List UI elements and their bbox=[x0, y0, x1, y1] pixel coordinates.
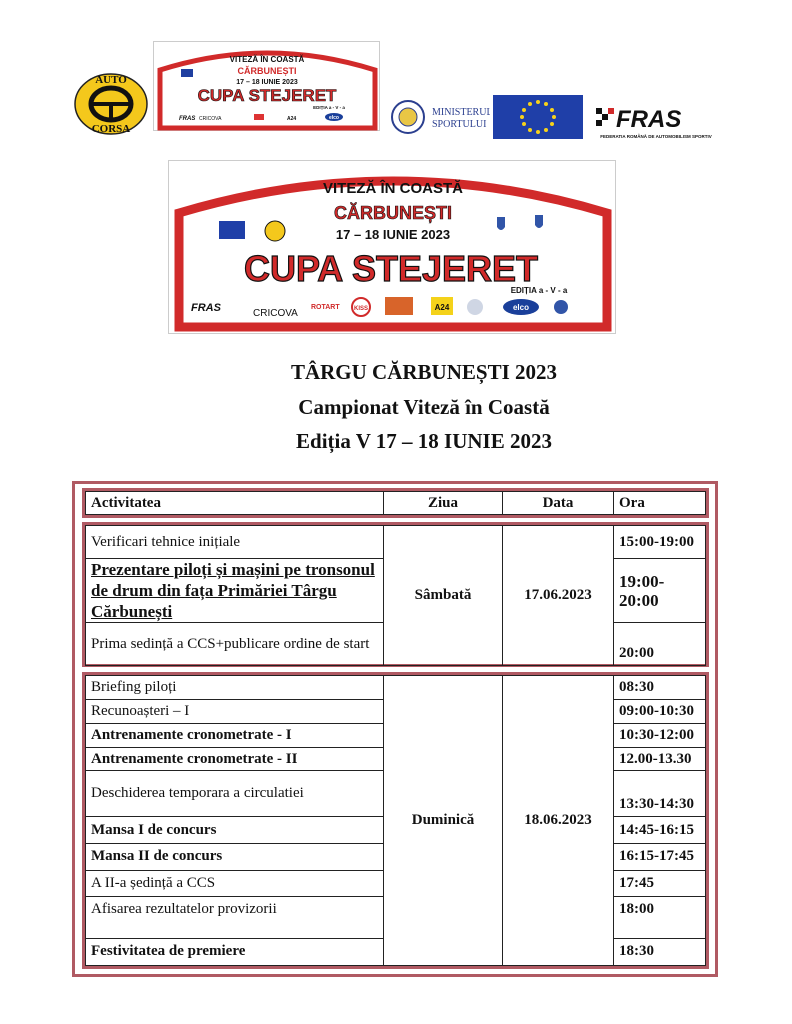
svg-text:SPORTULUI: SPORTULUI bbox=[432, 119, 487, 130]
table-row-time: 09:00-10:30 bbox=[614, 700, 706, 724]
saturday-date: 17.06.2023 bbox=[503, 526, 614, 666]
fras-logo bbox=[594, 100, 718, 144]
event-banner-large bbox=[168, 160, 616, 334]
svg-text:MINISTERUL: MINISTERUL bbox=[432, 107, 490, 118]
table-row-activity: Recunoașteri – I bbox=[86, 700, 384, 724]
table-row-time: 20:00 bbox=[614, 623, 706, 666]
table-row-activity: Mansa II de concurs bbox=[86, 843, 384, 870]
table-row-time: 18:00 bbox=[614, 896, 706, 938]
edition-dates: Ediția V 17 – 18 IUNIE 2023 bbox=[296, 429, 552, 453]
svg-text:CĂRBUNEȘTI: CĂRBUNEȘTI bbox=[237, 66, 297, 76]
table-row-time: 14:45-16:15 bbox=[614, 817, 706, 843]
schedule-header bbox=[82, 488, 709, 518]
svg-text:VITEZĂ ÎN COASTĂ: VITEZĂ ÎN COASTĂ bbox=[322, 180, 464, 197]
table-row-time: 19:00-20:00 bbox=[614, 559, 706, 623]
table-row-time: 12.00-13.30 bbox=[614, 748, 706, 771]
table-row-time: 10:30-12:00 bbox=[614, 724, 706, 748]
col-date-header: Data bbox=[503, 492, 614, 515]
svg-text:EDIȚIA a - V - a: EDIȚIA a - V - a bbox=[313, 105, 345, 110]
table-row-activity: Festivitatea de premiere bbox=[86, 938, 384, 965]
svg-text:KISS: KISS bbox=[353, 306, 369, 312]
svg-text:A24: A24 bbox=[287, 116, 297, 122]
table-row-time: 15:00-19:00 bbox=[614, 526, 706, 559]
page-title: TÂRGU CĂRBUNEȘTI 2023 bbox=[290, 360, 558, 384]
corsa-text: CORSA bbox=[91, 123, 131, 135]
svg-text:17 – 18 IUNIE 2023: 17 – 18 IUNIE 2023 bbox=[236, 79, 298, 86]
table-row-activity: Deschiderea temporara a circulatiei bbox=[86, 771, 384, 817]
svg-text:ROTART: ROTART bbox=[311, 304, 340, 311]
auto-text: AUTO bbox=[95, 74, 127, 86]
table-row-activity: Prezentare piloți și mașini pe tronsonul de drum din fața Primăriei Târgu Cărbunești bbox=[86, 559, 384, 623]
svg-text:elco: elco bbox=[328, 115, 340, 121]
col-day-header: Ziua bbox=[384, 492, 503, 515]
eu-flag-icon bbox=[493, 95, 583, 139]
table-row-time: 17:45 bbox=[614, 870, 706, 896]
svg-text:A24: A24 bbox=[434, 303, 450, 312]
svg-text:CRICOVA: CRICOVA bbox=[253, 308, 298, 319]
svg-text:CRICOVA: CRICOVA bbox=[199, 116, 222, 122]
sunday-date: 18.06.2023 bbox=[503, 676, 614, 966]
svg-text:elco: elco bbox=[512, 303, 530, 312]
table-row-activity: Antrenamente cronometrate - II bbox=[86, 748, 384, 771]
svg-text:CUPA STEJERET: CUPA STEJERET bbox=[197, 86, 337, 105]
col-time-header: Ora bbox=[614, 492, 706, 515]
svg-text:FRAS: FRAS bbox=[616, 106, 682, 133]
event-banner-small bbox=[153, 41, 380, 131]
saturday-day: Sâmbată bbox=[384, 526, 503, 666]
table-row-time: 16:15-17:45 bbox=[614, 843, 706, 870]
col-activity-header: Activitatea bbox=[86, 492, 384, 515]
table-row-activity: Antrenamente cronometrate - I bbox=[86, 724, 384, 748]
table-row-activity: Prima sedință a CCS+publicare ordine de start bbox=[86, 623, 384, 666]
svg-text:FRAS: FRAS bbox=[179, 116, 196, 122]
sunday-day: Duminică bbox=[384, 676, 503, 966]
table-row-time: 18:30 bbox=[614, 938, 706, 965]
svg-text:FRAS: FRAS bbox=[191, 302, 221, 314]
table-row-activity: Verificari tehnice inițiale bbox=[86, 526, 384, 559]
table-row-activity: Briefing piloți bbox=[86, 676, 384, 700]
svg-text:CUPA STEJERET: CUPA STEJERET bbox=[243, 248, 539, 289]
svg-text:VITEZĂ ÎN COASTĂ: VITEZĂ ÎN COASTĂ bbox=[229, 55, 305, 64]
ministry-of-sport-logo bbox=[390, 97, 490, 139]
table-row-activity: Afisarea rezultatelor provizorii bbox=[86, 896, 384, 938]
page-subtitle: Campionat Viteză în Coastă bbox=[298, 395, 550, 419]
svg-text:EDIȚIA a - V - a: EDIȚIA a - V - a bbox=[510, 286, 568, 295]
table-row-activity: A II-a ședință a CCS bbox=[86, 870, 384, 896]
svg-text:17 – 18 IUNIE 2023: 17 – 18 IUNIE 2023 bbox=[335, 227, 451, 242]
table-row-time: 08:30 bbox=[614, 676, 706, 700]
table-row-time: 13:30-14:30 bbox=[614, 771, 706, 817]
table-row-activity: Mansa I de concurs bbox=[86, 817, 384, 843]
svg-text:FEDERATIA ROMÂNĂ DE AUTOMOBILI: FEDERATIA ROMÂNĂ DE AUTOMOBILISM SPORTIV bbox=[600, 134, 712, 139]
sunday-section bbox=[82, 672, 709, 969]
auto-corsa-logo bbox=[72, 68, 150, 138]
saturday-section bbox=[82, 522, 709, 667]
svg-text:CĂRBUNEȘTI: CĂRBUNEȘTI bbox=[333, 203, 453, 223]
